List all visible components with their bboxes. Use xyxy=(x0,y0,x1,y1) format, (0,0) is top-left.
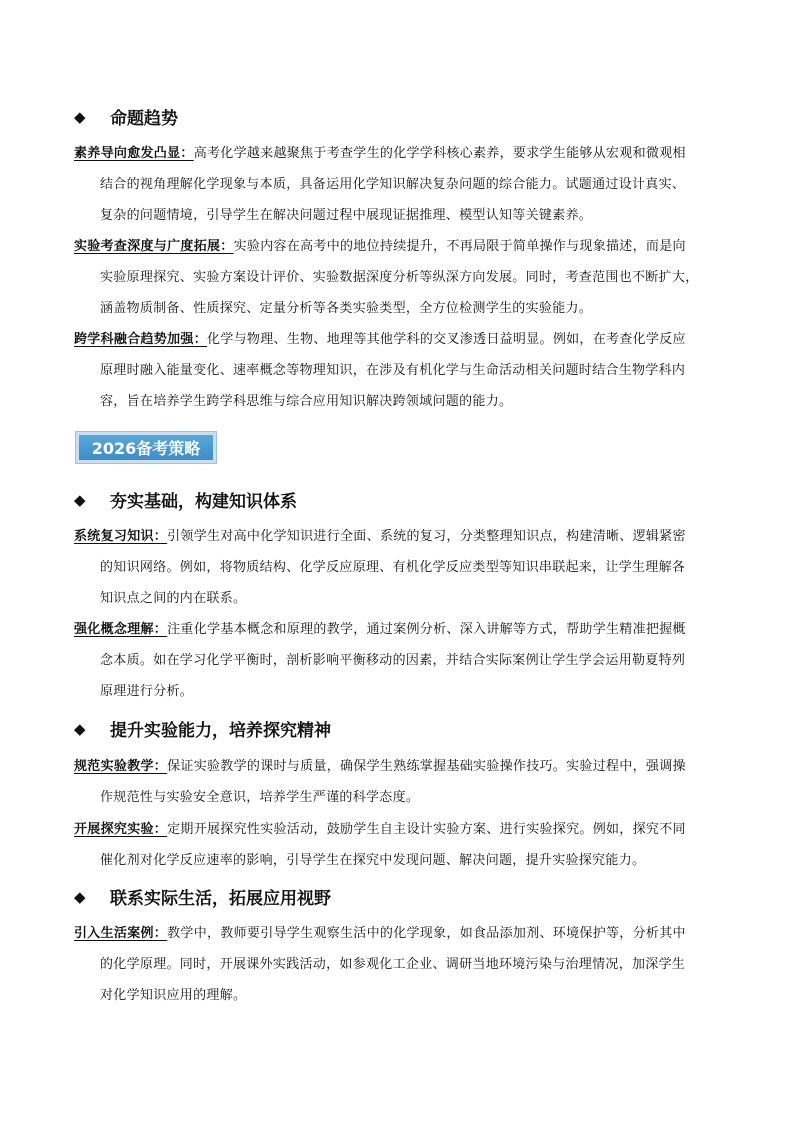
item-label: 引入生活案例： xyxy=(74,926,168,941)
diamond-icon: ◆ xyxy=(74,719,86,738)
item-text: 念本质。如在学习化学平衡时，剖析影响平衡移动的因素，并结合实际案例让学生学会运用勒夏特列 xyxy=(100,653,686,668)
strategy-item-life-cases xyxy=(74,918,726,1011)
item-text: 的知识网络。例如，将物质结构、化学反应原理、有机化学反应类型等知识串联起来，让学生理解各 xyxy=(100,560,686,575)
strategy-item-standard-teaching xyxy=(74,751,726,813)
item-text: 作规范性与实验安全意识，培养学生严谨的科学态度。 xyxy=(100,790,420,805)
strategy-item-inquiry xyxy=(74,814,726,876)
item-text: 涵盖物质制备、性质探究、定量分析等各类实验类型，全方位检测学生的实验能力。 xyxy=(100,301,593,316)
item-text: 对化学知识应用的理解。 xyxy=(100,988,247,1003)
item-text: 保证实验教学的课时与质量，确保学生熟练掌握基础实验操作技巧。实验过程中，强调操 xyxy=(167,759,686,774)
section-heading-text: 提升实验能力，培养探究精神 xyxy=(110,721,331,741)
strategy-banner: 2026备考策略 xyxy=(76,432,216,463)
diamond-icon: ◆ xyxy=(74,490,86,509)
diamond-icon: ◆ xyxy=(74,107,86,126)
item-text: 原理进行分析。 xyxy=(100,684,194,699)
item-text: 实验内容在高考中的地位持续提升，不再局限于简单操作与现象描述，而是向 xyxy=(233,239,686,254)
section-heading-text: 夯实基础，构建知识体系 xyxy=(110,492,297,512)
trend-item-interdisciplinary xyxy=(74,324,726,417)
section-heading-text: 联系实际生活，拓展应用视野 xyxy=(110,889,331,909)
item-text: 引领学生对高中化学知识进行全面、系统的复习，分类整理知识点，构建清晰、逻辑紧密 xyxy=(167,529,686,544)
item-label: 跨学科融合趋势加强： xyxy=(74,332,208,347)
item-text: 知识点之间的内在联系。 xyxy=(100,591,247,606)
trend-item-experiment xyxy=(74,231,726,324)
strategy-item-concepts xyxy=(74,614,726,707)
item-text: 原理时融入能量变化、速率概念等物理知识，在涉及有机化学与生命活动相关问题时结合生物学科内 xyxy=(100,363,686,378)
strategy-item-review xyxy=(74,521,726,614)
item-label: 开展探究实验： xyxy=(74,822,168,837)
item-text: 注重化学基本概念和原理的教学，通过案例分析、深入讲解等方式，帮助学生精准把握概 xyxy=(167,622,686,637)
item-label: 强化概念理解： xyxy=(74,622,168,637)
item-text: 结合的视角理解化学现象与本质，具备运用化学知识解决复杂问题的综合能力。试题通过设计真实、 xyxy=(100,177,686,192)
item-text: 的化学原理。同时，开展课外实践活动，如参观化工企业、调研当地环境污染与治理情况，加深学生 xyxy=(100,957,686,972)
diamond-icon: ◆ xyxy=(74,887,86,906)
item-text: 实验原理探究、实验方案设计评价、实验数据深度分析等纵深方向发展。同时，考查范围也不断扩大， xyxy=(100,270,699,285)
item-text: 教学中，教师要引导学生观察生活中的化学现象，如食品添加剂、环境保护等，分析其中 xyxy=(167,926,686,941)
item-text: 催化剂对化学反应速率的影响，引导学生在探究中发现问题、解决问题，提升实验探究能力。 xyxy=(100,853,646,868)
item-label: 实验考查深度与广度拓展： xyxy=(74,239,234,254)
item-text: 复杂的问题情境，引导学生在解决问题过程中展现证据推理、模型认知等关键素养。 xyxy=(100,208,593,223)
item-label: 素养导向愈发凸显： xyxy=(74,146,194,161)
item-label: 规范实验教学： xyxy=(74,759,168,774)
item-label: 系统复习知识： xyxy=(74,529,168,544)
item-text: 容，旨在培养学生跨学科思维与综合应用知识解决跨领域问题的能力。 xyxy=(100,394,513,409)
section-heading-text: 命题趋势 xyxy=(110,109,178,129)
section-heading-life xyxy=(74,884,331,909)
trend-item-literacy xyxy=(74,138,726,231)
section-heading-experiment xyxy=(74,716,331,741)
section-heading-trends xyxy=(74,104,178,129)
item-text: 高考化学越来越聚焦于考查学生的化学学科核心素养，要求学生能够从宏观和微观相 xyxy=(193,146,686,161)
item-text: 定期开展探究性实验活动，鼓励学生自主设计实验方案、进行实验探究。例如，探究不同 xyxy=(167,822,686,837)
item-text: 化学与物理、生物、地理等其他学科的交叉渗透日益明显。例如，在考查化学反应 xyxy=(207,332,686,347)
section-heading-foundation xyxy=(74,487,297,512)
